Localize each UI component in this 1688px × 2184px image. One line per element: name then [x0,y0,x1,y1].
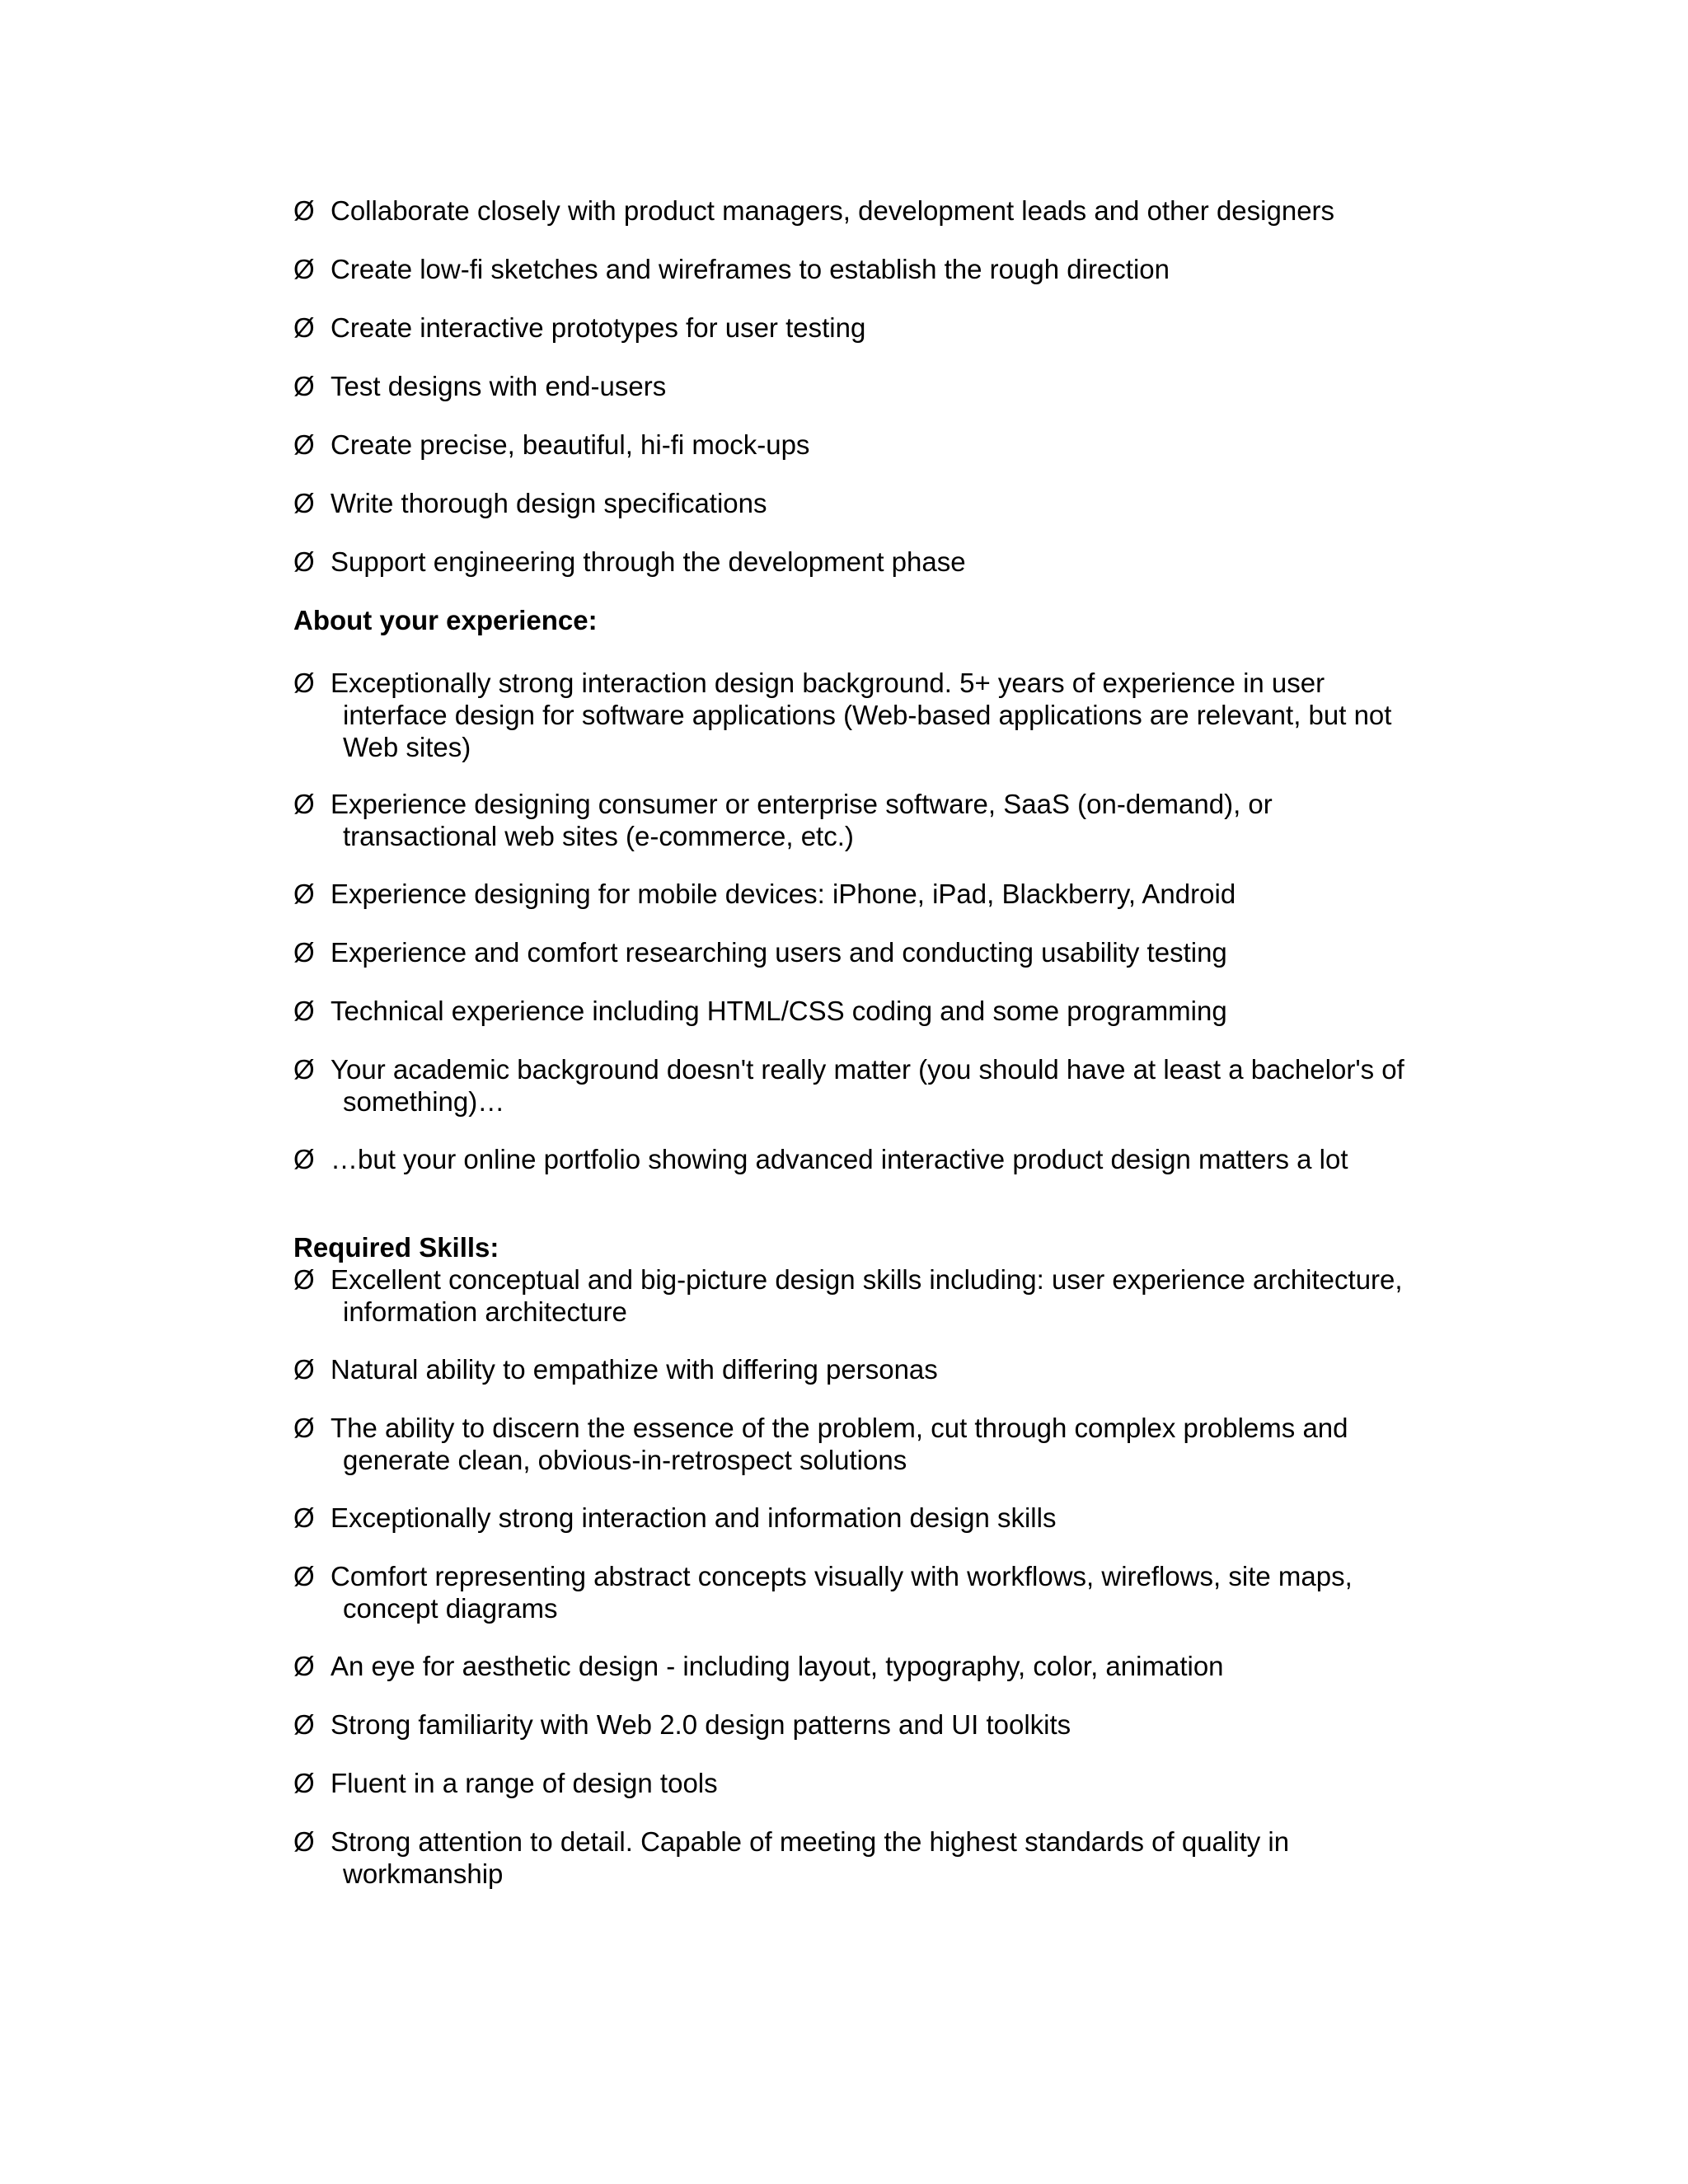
list-item [293,1650,1447,1682]
bullet-icon: Ø [293,1561,315,1591]
list-item [293,1767,1447,1799]
bullet-icon: Ø [293,1768,315,1798]
list-item-text-continued: information architecture [343,1296,627,1327]
skills-heading: Required Skills: [293,1232,499,1263]
list-item-text: Natural ability to empathize with differing personas [331,1354,938,1385]
list-item [293,1412,1447,1476]
list-item [293,1263,1447,1328]
list-item-text-continued: concept diagrams [343,1593,558,1624]
bullet-icon: Ø [293,1354,315,1385]
list-item-text: The ability to discern the essence of the problem, cut through complex problems and [331,1413,1348,1443]
list-item-text: Create interactive prototypes for user testing [331,312,866,343]
list-item [293,312,1447,344]
list-item-text: Your academic background doesn't really matter (you should have at least a bachelor's of [331,1054,1404,1085]
list-item-text: Technical experience including HTML/CSS coding and some programming [331,996,1227,1026]
bullet-icon: Ø [293,1144,315,1174]
list-item-text-continued: transactional web sites (e-commerce, etc.) [343,821,854,851]
experience-heading: About your experience: [293,605,598,635]
bullet-icon: Ø [293,789,315,819]
list-item-text: Experience and comfort researching users and conducting usability testing [331,937,1227,968]
bullet-icon: Ø [293,668,315,698]
list-item-text: Support engineering through the development phase [331,546,966,577]
list-item-text-continued: generate clean, obvious-in-retrospect solutions [343,1445,907,1475]
bullet-icon: Ø [293,546,315,577]
list-item-text: Create precise, beautiful, hi-fi mock-ups [331,429,810,460]
list-item-text: Strong familiarity with Web 2.0 design patterns and UI toolkits [331,1709,1071,1740]
bullet-icon: Ø [293,1709,315,1740]
list-item-text: Fluent in a range of design tools [331,1768,718,1798]
list-item-text-continued: something)… [343,1086,505,1117]
list-item [293,995,1447,1027]
list-item-text: …but your online portfolio showing advanced interactive product design matters a lot [331,1144,1348,1174]
list-item [293,1560,1447,1624]
list-item [293,936,1447,968]
list-item-text: Test designs with end-users [331,371,667,401]
list-item [293,429,1447,461]
bullet-icon: Ø [293,312,315,343]
bullet-icon: Ø [293,1054,315,1085]
list-item-text: Write thorough design specifications [331,488,767,518]
list-item [293,1143,1447,1175]
bullet-icon: Ø [293,996,315,1026]
list-item [293,487,1447,519]
bullet-icon: Ø [293,879,315,909]
list-item-text: Exceptionally strong interaction design background. 5+ years of experience in user [331,668,1325,698]
list-item [293,1502,1447,1534]
list-item-text: Experience designing consumer or enterprise software, SaaS (on-demand), or [331,789,1273,819]
bullet-icon: Ø [293,1502,315,1533]
list-item-text-continued: workmanship [343,1858,504,1889]
list-item-text-continued: Web sites) [343,732,471,762]
list-item-text: Exceptionally strong interaction and information design skills [331,1502,1057,1533]
bullet-icon: Ø [293,1651,315,1681]
bullet-icon: Ø [293,488,315,518]
bullet-icon: Ø [293,371,315,401]
bullet-icon: Ø [293,429,315,460]
bullet-icon: Ø [293,254,315,284]
bullet-icon: Ø [293,937,315,968]
list-item-text: Experience designing for mobile devices: iPhone, iPad, Blackberry, Android [331,879,1236,909]
list-item [293,788,1447,852]
bullet-icon: Ø [293,1826,315,1857]
list-item [293,667,1447,763]
list-item [293,1353,1447,1385]
bullet-icon: Ø [293,1413,315,1443]
list-item-text: Excellent conceptual and big-picture design skills including: user experience architecture, [331,1264,1403,1295]
bullet-icon: Ø [293,195,315,226]
list-item-text: Strong attention to detail. Capable of meeting the highest standards of quality in [331,1826,1290,1857]
list-item-text-continued: interface design for software applications (Web-based applications are relevant, but not [343,700,1392,730]
list-item-text: Create low-fi sketches and wireframes to establish the rough direction [331,254,1170,284]
list-item [293,878,1447,910]
list-item [293,1053,1447,1118]
list-item-text: Comfort representing abstract concepts visually with workflows, wireflows, site maps, [331,1561,1353,1591]
list-item-text: An eye for aesthetic design - including layout, typography, color, animation [331,1651,1224,1681]
list-item-text: Collaborate closely with product managers, development leads and other designers [331,195,1335,226]
list-item [293,546,1447,578]
list-item [293,194,1447,227]
list-item [293,1708,1447,1741]
list-item [293,1825,1447,1890]
list-item [293,253,1447,285]
bullet-icon: Ø [293,1264,315,1295]
list-item [293,370,1447,402]
